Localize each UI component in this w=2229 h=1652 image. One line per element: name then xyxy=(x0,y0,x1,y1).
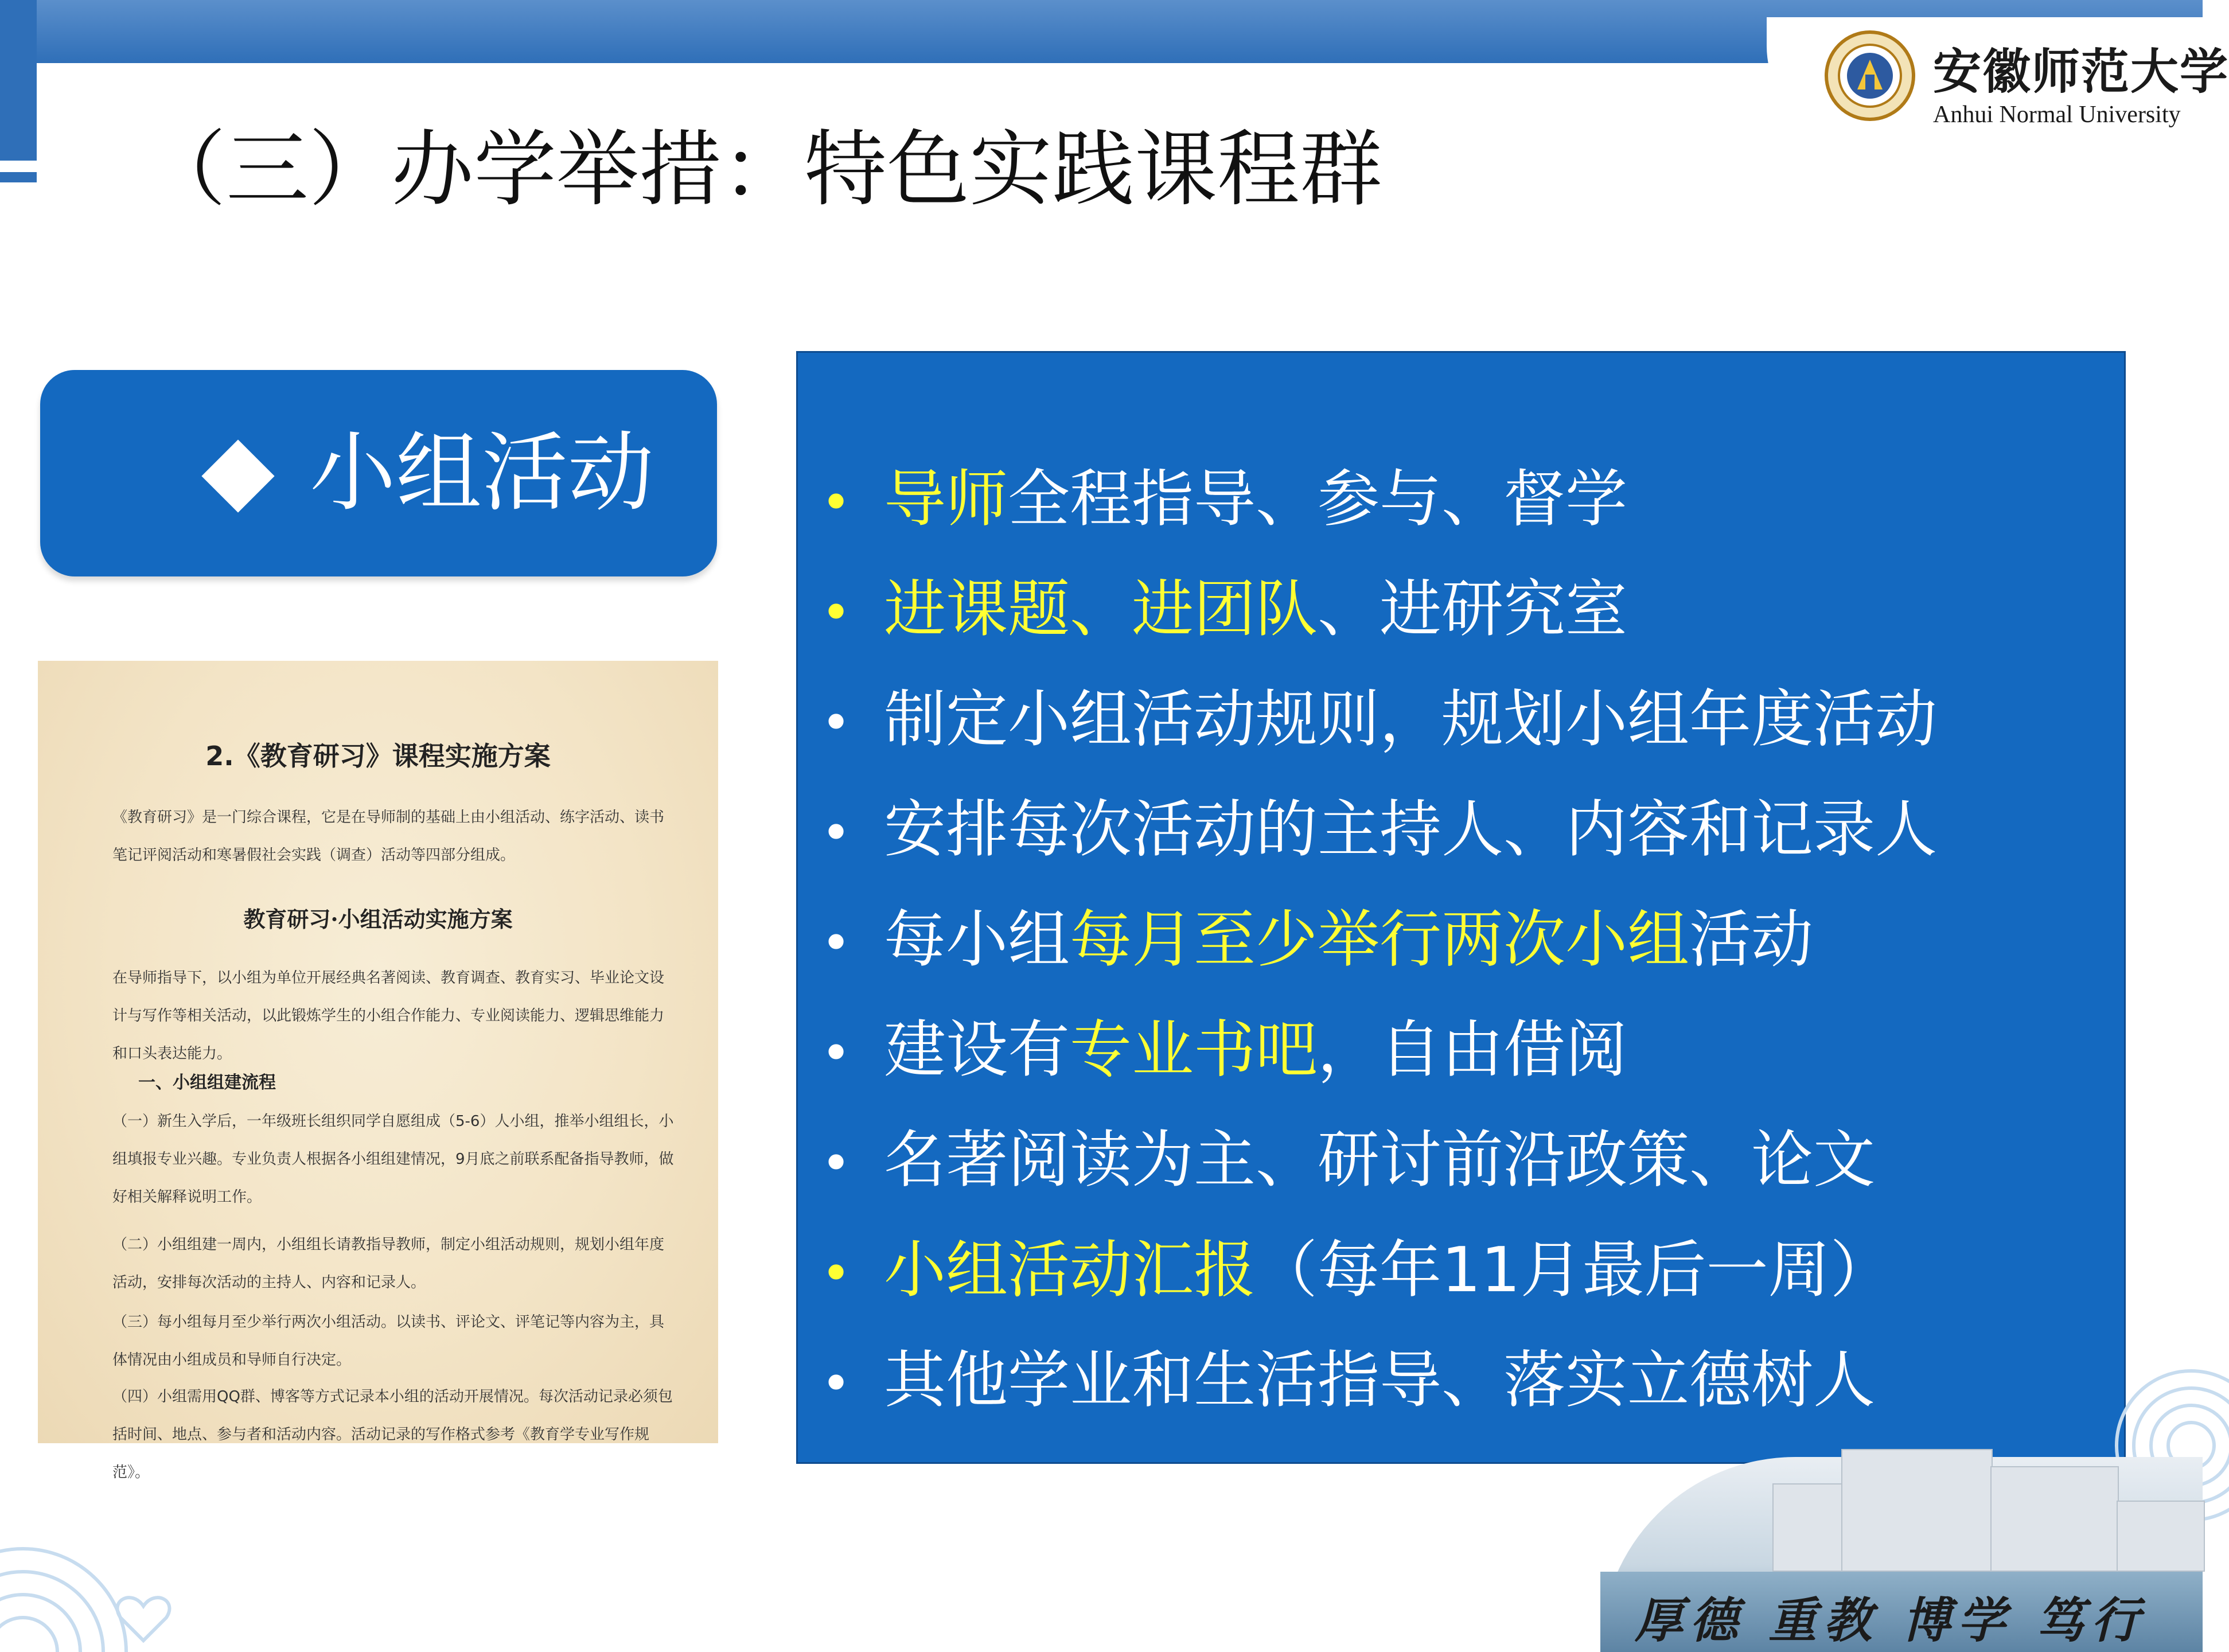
bullet-dot-icon: • xyxy=(821,1354,852,1414)
bullet-text: 安排每次活动的主持人、内容和记录人 xyxy=(884,794,1938,866)
bullet-dot-icon: • xyxy=(821,1133,852,1194)
bullet-highlight-text: 每月至少举行两次小组 xyxy=(1070,904,1690,976)
document-item-1: （一）新生入学后，一年级班长组织同学自愿组成（5-6）人小组，推举小组组长，小组填报专业兴趣。专业负责人根据各小组组建情况，9月底之前联系配备指导教师，做好相关解释说明工作。 xyxy=(112,1113,674,1206)
university-motto: 厚德 重教 博学 笃行 xyxy=(1635,1592,2146,1649)
bullet-text: 活动 xyxy=(1689,904,1814,976)
bullet-item xyxy=(821,445,1937,555)
university-name: 安徽师范大学 xyxy=(1933,43,2229,100)
section-tab xyxy=(40,370,717,576)
bullet-text: 名著阅读为主、研讨前沿政策、论文 xyxy=(884,1124,1876,1196)
document-item-2: （二）小组组建一周内，小组组长请教指导教师，制定小组活动规则，规划小组年度活动，安排每次活动的主持人、内容和记录人。 xyxy=(112,1236,665,1291)
bullet-dot-icon: • xyxy=(821,693,852,753)
bullet-item xyxy=(821,775,1937,885)
bullet-text: 其他学业和生活指导、落实立德树人 xyxy=(884,1345,1876,1416)
diamond-bullet-icon xyxy=(201,439,274,512)
document-heading: 2.《教育研习》课程实施方案 xyxy=(205,741,551,772)
document-image xyxy=(38,661,718,1481)
bullet-highlight-text: 进课题、进团队 xyxy=(884,574,1318,645)
bullet-highlight-text: 导师 xyxy=(884,463,1008,535)
document-section-title: 一、小组组建流程 xyxy=(138,1073,276,1093)
bullet-item xyxy=(821,1326,1937,1436)
document-item-4: （四）小组需用QQ群、博客等方式记录本小组的活动开展情况。每次活动记录必须包括时间、地点、参与者和活动内容。活动记录的写作格式参考《教育学专业写作规范》。 xyxy=(112,1388,673,1481)
document-subheading: 教育研习·小组活动实施方案 xyxy=(243,906,513,932)
bullet-item xyxy=(821,995,1937,1105)
decorative-swirl-icon xyxy=(0,1514,206,1652)
bullet-text: 制定小组活动规则，规划小组年度活动 xyxy=(884,684,1938,755)
bullet-text: 全程指导、参与、督学 xyxy=(1008,463,1628,535)
bullet-text: 每小组 xyxy=(884,904,1070,976)
bullet-dot-icon: • xyxy=(821,473,852,533)
bullet-dot-icon: • xyxy=(821,583,852,643)
bullet-text: ，自由借阅 xyxy=(1318,1014,1628,1086)
bullet-item xyxy=(821,1215,1937,1326)
bullet-text: （每年11月最后一周） xyxy=(1256,1234,1892,1306)
document-item-3: （三）每小组每月至少举行两次小组活动。以读书、评论文、评笔记等内容为主，具体情况由小组成员和导师自行决定。 xyxy=(112,1314,665,1369)
bullet-item xyxy=(821,665,1937,775)
page-title: （三）办学举措：特色实践课程群 xyxy=(143,121,1383,217)
bullet-text: 建设有 xyxy=(884,1014,1070,1086)
bullet-highlight-text: 小组活动汇报 xyxy=(884,1234,1256,1306)
header-left-rail-line xyxy=(0,172,37,182)
bullet-text: 、进研究室 xyxy=(1318,574,1628,645)
bullet-dot-icon: • xyxy=(821,803,852,863)
document-paragraph: 在导师指导下，以小组为单位开展经典名著阅读、教育调查、教育实习、毕业论文设计与写作等相关活动，以此锻炼学生的小组合作能力、专业阅读能力、逻辑思维能力和口头表达能力。 xyxy=(112,969,665,1062)
content-panel xyxy=(796,351,2126,1464)
bullet-highlight-text: 专业书吧 xyxy=(1070,1014,1318,1086)
bullet-dot-icon: • xyxy=(821,913,852,973)
header-left-rail xyxy=(0,0,37,161)
university-seal-icon xyxy=(1824,30,1916,122)
document-intro: 《教育研习》是一门综合课程，它是在导师制的基础上由小组活动、练字活动、读书笔记评阅活动和寒暑假社会实践（调查）活动等四部分组成。 xyxy=(112,809,665,864)
bullet-dot-icon: • xyxy=(821,1244,852,1304)
section-tab-label: 小组活动 xyxy=(310,423,654,523)
bullet-item xyxy=(821,1105,1937,1215)
bullet-item xyxy=(821,555,1937,665)
bullet-dot-icon: • xyxy=(821,1023,852,1084)
university-name-english: Anhui Normal University xyxy=(1933,102,2181,128)
bullet-list xyxy=(821,445,1937,1436)
bullet-item xyxy=(821,885,1937,995)
